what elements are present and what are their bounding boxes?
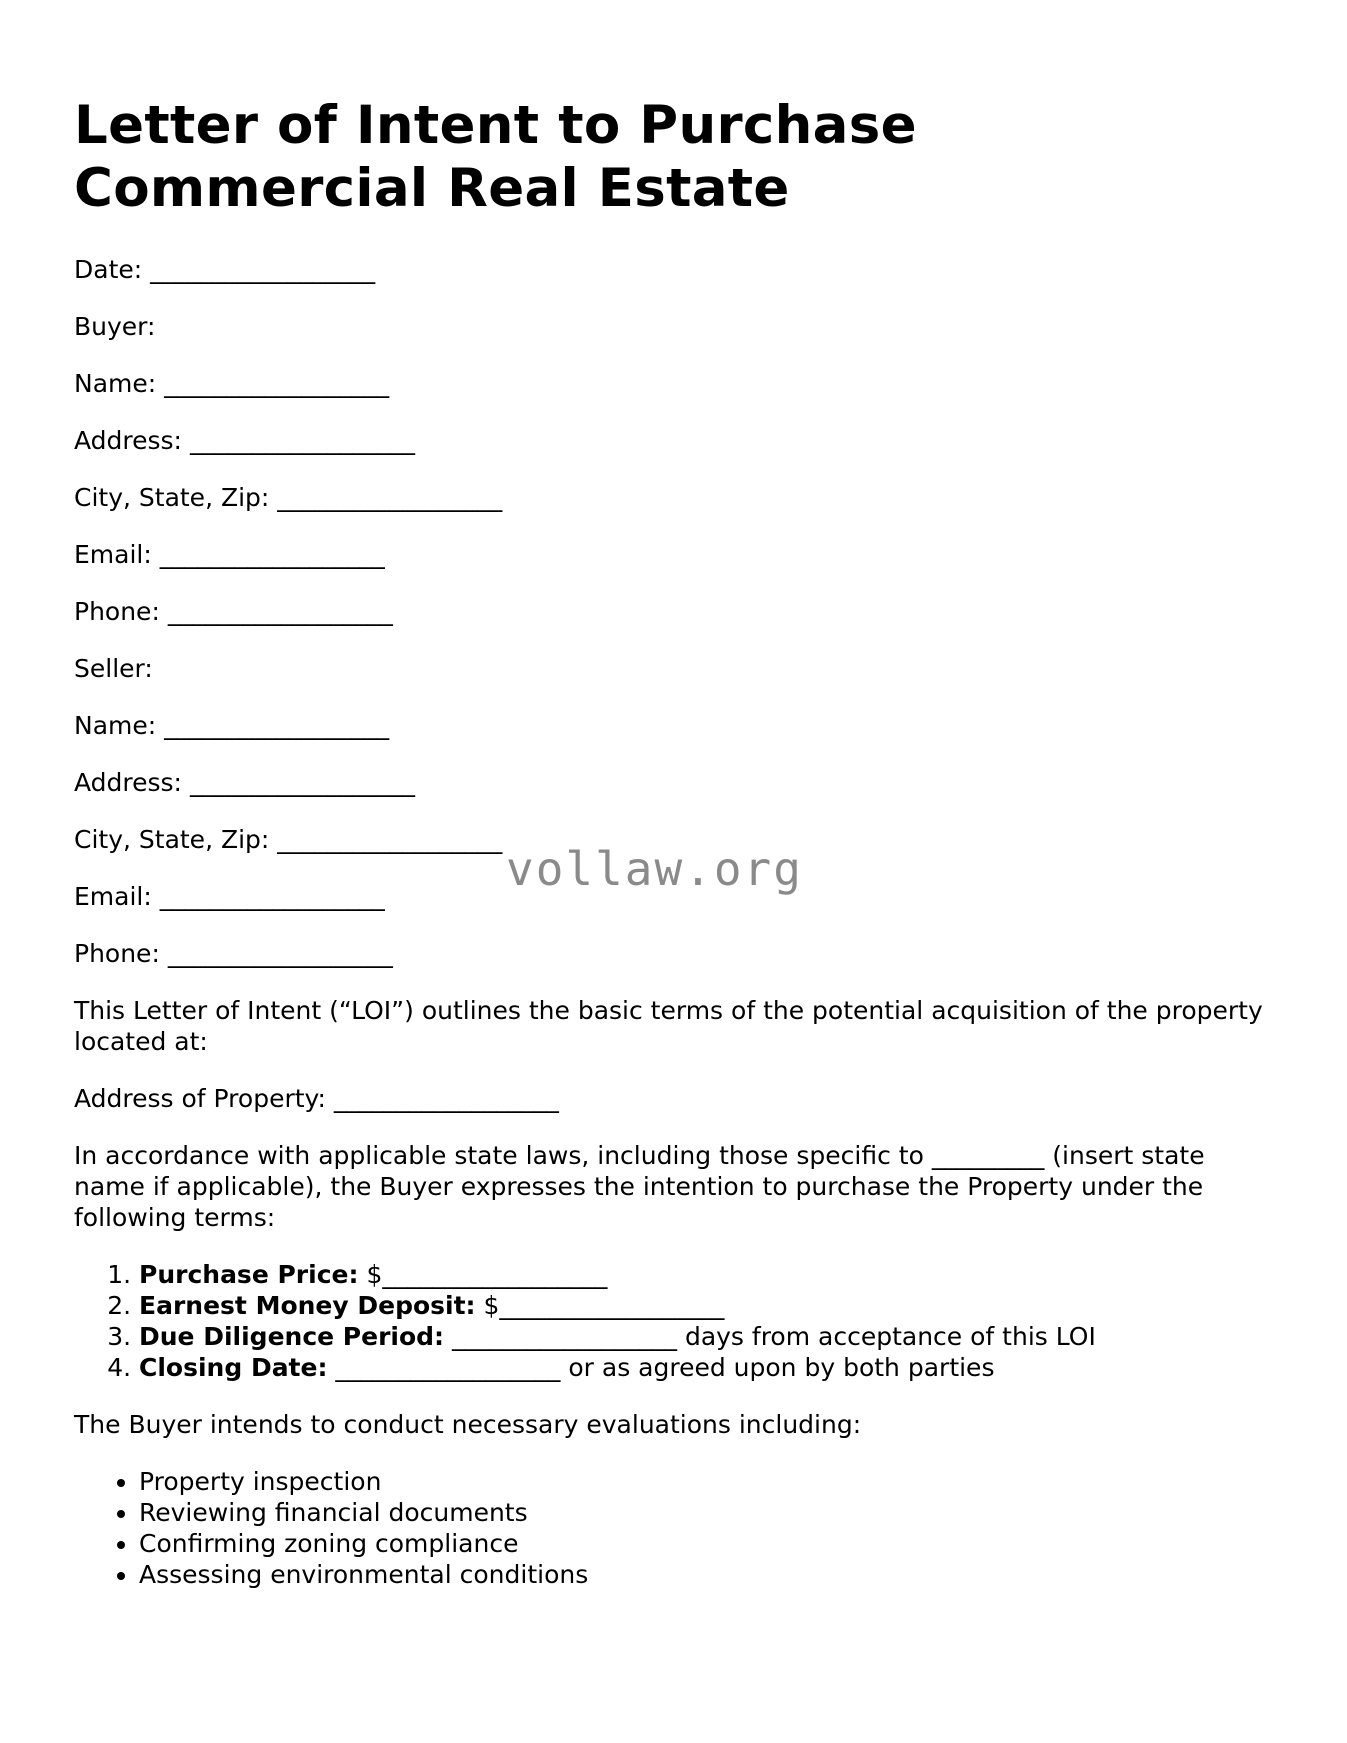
term-label: Purchase Price:	[139, 1260, 359, 1289]
closing-date-blank[interactable]: __________________	[335, 1353, 561, 1382]
term-item	[139, 1352, 1274, 1383]
seller-name-line	[74, 710, 1274, 741]
seller-address-line	[74, 767, 1274, 798]
seller-city-label: City, State, Zip:	[74, 825, 270, 854]
seller-name-blank[interactable]: __________________	[164, 711, 390, 740]
seller-email-blank[interactable]: __________________	[159, 882, 385, 911]
buyer-heading: Buyer:	[74, 312, 156, 341]
evaluations-list	[74, 1466, 1274, 1590]
term-suffix: or as agreed upon by both parties	[560, 1353, 995, 1382]
seller-phone-label: Phone:	[74, 939, 160, 968]
earnest-money-blank[interactable]: __________________	[499, 1291, 725, 1320]
laws-paragraph	[74, 1140, 1274, 1233]
evaluations-intro: The Buyer intends to conduct necessary evaluations including:	[74, 1410, 862, 1439]
laws-text-after: (insert state name if applicable), the Buyer expresses the intention to purchase the Property under the following terms:	[74, 1141, 1205, 1232]
buyer-name-label: Name:	[74, 369, 157, 398]
watermark: vollaw.org	[506, 842, 803, 896]
buyer-email-label: Email:	[74, 540, 152, 569]
property-address-line	[74, 1083, 1274, 1114]
state-blank[interactable]: _________	[931, 1141, 1045, 1170]
term-suffix: days from acceptance of this LOI	[677, 1322, 1096, 1351]
seller-heading: Seller:	[74, 654, 153, 683]
term-item	[139, 1259, 1274, 1290]
seller-address-label: Address:	[74, 768, 182, 797]
seller-address-blank[interactable]: __________________	[189, 768, 415, 797]
title-line-1: Letter of Intent to Purchase	[74, 95, 917, 156]
term-item	[139, 1321, 1274, 1352]
list-item: • Assessing environmental conditions	[139, 1559, 1274, 1590]
terms-list	[74, 1259, 1274, 1383]
buyer-phone-label: Phone:	[74, 597, 160, 626]
term-item	[139, 1290, 1274, 1321]
buyer-email-line	[74, 539, 1274, 570]
buyer-address-blank[interactable]: __________________	[189, 426, 415, 455]
due-diligence-blank[interactable]: __________________	[452, 1322, 677, 1351]
seller-name-label: Name:	[74, 711, 157, 740]
buyer-city-blank[interactable]: __________________	[277, 483, 503, 512]
list-item: • Property inspection	[139, 1466, 1274, 1497]
page-title	[74, 94, 1274, 220]
laws-text-before: In accordance with applicable state laws, including those specific to	[74, 1141, 924, 1170]
term-label: Earnest Money Deposit:	[139, 1291, 476, 1320]
title-line-2: Commercial Real Estate	[74, 158, 790, 219]
term-label: Due Diligence Period:	[139, 1322, 445, 1351]
buyer-phone-line	[74, 596, 1274, 627]
seller-city-blank[interactable]: __________________	[277, 825, 503, 854]
seller-phone-line	[74, 938, 1274, 969]
list-item: • Reviewing financial documents	[139, 1497, 1274, 1528]
term-prefix: $	[483, 1291, 500, 1320]
buyer-email-blank[interactable]: __________________	[159, 540, 385, 569]
buyer-phone-blank[interactable]: __________________	[167, 597, 393, 626]
buyer-name-line	[74, 368, 1274, 399]
buyer-city-label: City, State, Zip:	[74, 483, 270, 512]
seller-phone-blank[interactable]: __________________	[167, 939, 393, 968]
date-label: Date:	[74, 255, 143, 284]
seller-email-label: Email:	[74, 882, 152, 911]
intro-paragraph: This Letter of Intent (“LOI”) outlines the basic terms of the potential acquisition of the property located at:	[74, 996, 1263, 1056]
list-item: • Confirming zoning compliance	[139, 1528, 1274, 1559]
date-blank[interactable]: __________________	[150, 255, 376, 284]
term-label: Closing Date:	[139, 1353, 328, 1382]
term-prefix: $	[366, 1260, 383, 1289]
term-prefix	[444, 1322, 452, 1351]
buyer-city-line	[74, 482, 1274, 513]
purchase-price-blank[interactable]: __________________	[382, 1260, 608, 1289]
buyer-address-label: Address:	[74, 426, 182, 455]
buyer-address-line	[74, 425, 1274, 456]
property-address-blank[interactable]: __________________	[333, 1084, 559, 1113]
property-address-label: Address of Property:	[74, 1084, 326, 1113]
buyer-name-blank[interactable]: __________________	[164, 369, 390, 398]
date-line	[74, 254, 1274, 285]
